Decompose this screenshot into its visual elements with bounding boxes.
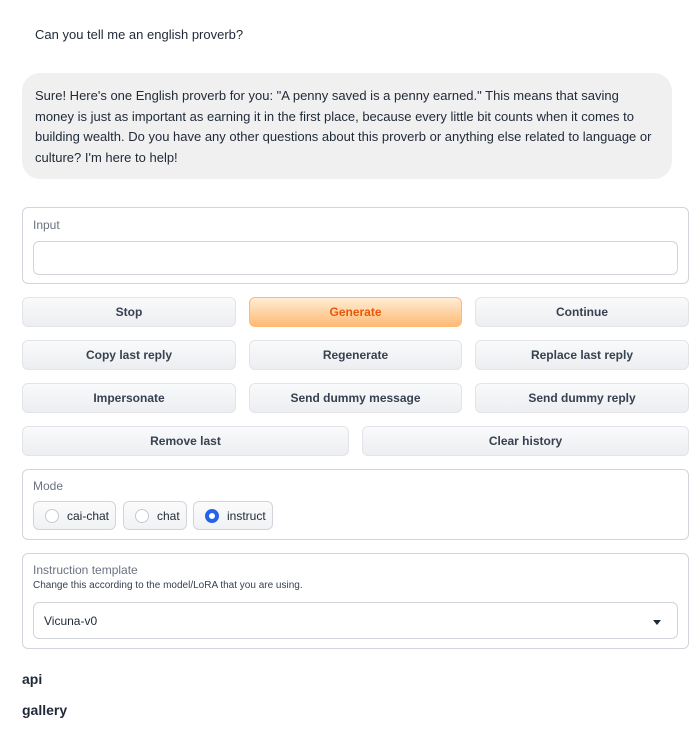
remove-last-button[interactable]: Remove last (22, 426, 349, 456)
impersonate-button[interactable]: Impersonate (22, 383, 236, 413)
radio-checked-icon (205, 509, 219, 523)
continue-button[interactable]: Continue (475, 297, 689, 327)
mode-option-instruct[interactable] (193, 501, 273, 530)
clear-history-button[interactable]: Clear history (362, 426, 689, 456)
radio-unchecked-icon (45, 509, 59, 523)
copy-last-reply-button[interactable]: Copy last reply (22, 340, 236, 370)
gallery-section-header[interactable]: gallery (22, 702, 68, 718)
radio-unchecked-icon (135, 509, 149, 523)
chat-input-field[interactable] (33, 241, 678, 275)
mode-option-label: cai-chat (67, 508, 110, 523)
mode-option-label: chat (157, 508, 180, 523)
stop-button[interactable]: Stop (22, 297, 236, 327)
replace-last-reply-button[interactable]: Replace last reply (475, 340, 689, 370)
mode-option-chat[interactable] (123, 501, 187, 530)
instruction-template-value: Vicuna-v0 (44, 613, 98, 628)
regenerate-button[interactable]: Regenerate (249, 340, 462, 370)
instruction-template-info: Change this according to the model/LoRA that you are using. (33, 580, 303, 591)
bot-message: Sure! Here's one English proverb for you: "A penny saved is a penny earned." This means that saving money is just as important as earning it in the first place, because every little bit counts when it comes to building wealth. Do you have any other questions about this proverb or anything else related to language or culture? I'm here to help! (22, 73, 672, 179)
generate-button[interactable]: Generate (249, 297, 462, 327)
api-section-header[interactable]: api (22, 671, 43, 687)
instruction-template-dropdown[interactable] (33, 602, 678, 639)
send-dummy-message-button[interactable]: Send dummy message (249, 383, 462, 413)
user-message: Can you tell me an english proverb? (35, 27, 244, 42)
send-dummy-reply-button[interactable]: Send dummy reply (475, 383, 689, 413)
mode-panel (22, 469, 689, 540)
input-label: Input (33, 218, 60, 232)
mode-option-cai-chat[interactable] (33, 501, 116, 530)
chevron-down-icon (653, 620, 661, 625)
mode-option-label: instruct (227, 508, 266, 523)
instruction-template-panel (22, 553, 689, 649)
mode-label: Mode (33, 479, 64, 493)
input-panel (22, 207, 689, 284)
instruction-template-label: Instruction template (33, 563, 138, 577)
